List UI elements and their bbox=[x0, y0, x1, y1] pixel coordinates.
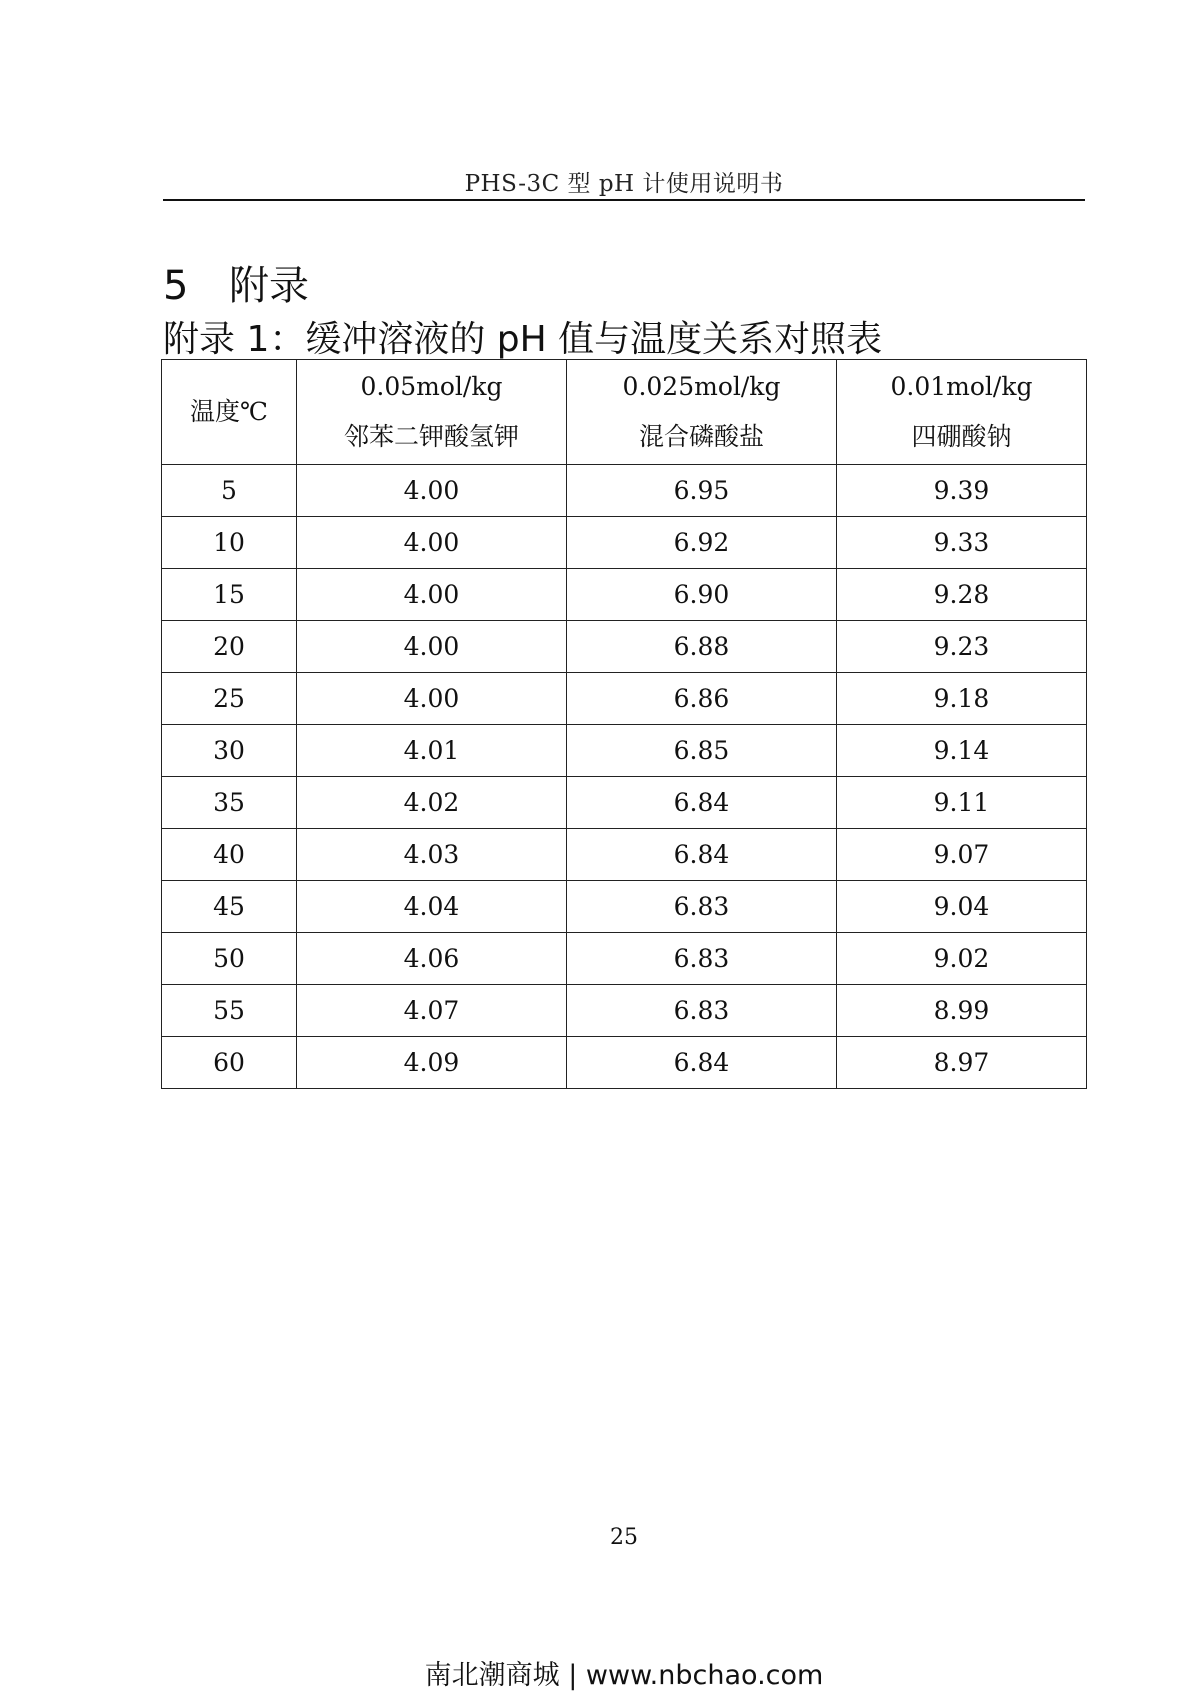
cell-temperature: 15 bbox=[162, 569, 297, 621]
table-row bbox=[162, 725, 1087, 777]
cell-temperature: 30 bbox=[162, 725, 297, 777]
cell-temperature: 35 bbox=[162, 777, 297, 829]
table-row bbox=[162, 777, 1087, 829]
page-number: 25 bbox=[610, 1525, 638, 1550]
cell-phthalate-ph: 4.09 bbox=[297, 1037, 567, 1089]
cell-borax-ph: 9.33 bbox=[837, 517, 1087, 569]
cell-temperature: 50 bbox=[162, 933, 297, 985]
cell-phosphate-ph: 6.84 bbox=[567, 1037, 837, 1089]
cell-borax-ph: 9.14 bbox=[837, 725, 1087, 777]
cell-borax-ph: 9.39 bbox=[837, 465, 1087, 517]
cell-borax-ph: 9.18 bbox=[837, 673, 1087, 725]
section-number: 5 bbox=[163, 263, 189, 309]
column-header-line1: 0.025mol/kg bbox=[622, 372, 781, 401]
column-header-line1: 0.05mol/kg bbox=[360, 372, 503, 401]
cell-borax-ph: 9.11 bbox=[837, 777, 1087, 829]
table-row bbox=[162, 881, 1087, 933]
cell-phthalate-ph: 4.06 bbox=[297, 933, 567, 985]
cell-phosphate-ph: 6.86 bbox=[567, 673, 837, 725]
cell-temperature: 40 bbox=[162, 829, 297, 881]
table-row bbox=[162, 673, 1087, 725]
column-header-line1: 0.01mol/kg bbox=[890, 372, 1033, 401]
cell-phthalate-ph: 4.07 bbox=[297, 985, 567, 1037]
header-rule bbox=[163, 199, 1085, 201]
cell-borax-ph: 8.97 bbox=[837, 1037, 1087, 1089]
cell-borax-ph: 9.23 bbox=[837, 621, 1087, 673]
cell-phthalate-ph: 4.04 bbox=[297, 881, 567, 933]
cell-phthalate-ph: 4.00 bbox=[297, 569, 567, 621]
cell-borax-ph: 9.02 bbox=[837, 933, 1087, 985]
cell-phosphate-ph: 6.83 bbox=[567, 985, 837, 1037]
cell-borax-ph: 9.07 bbox=[837, 829, 1087, 881]
table-row bbox=[162, 517, 1087, 569]
buffer-ph-table bbox=[161, 359, 1087, 1089]
cell-phosphate-ph: 6.84 bbox=[567, 777, 837, 829]
cell-phosphate-ph: 6.95 bbox=[567, 465, 837, 517]
cell-phosphate-ph: 6.90 bbox=[567, 569, 837, 621]
table-row bbox=[162, 829, 1087, 881]
column-header-phosphate bbox=[567, 360, 837, 465]
cell-temperature: 45 bbox=[162, 881, 297, 933]
table-row bbox=[162, 465, 1087, 517]
cell-phthalate-ph: 4.00 bbox=[297, 621, 567, 673]
cell-phthalate-ph: 4.00 bbox=[297, 673, 567, 725]
table-row bbox=[162, 985, 1087, 1037]
column-header-borax bbox=[837, 360, 1087, 465]
cell-phosphate-ph: 6.84 bbox=[567, 829, 837, 881]
column-header-temperature bbox=[162, 360, 297, 465]
cell-phosphate-ph: 6.88 bbox=[567, 621, 837, 673]
cell-phthalate-ph: 4.03 bbox=[297, 829, 567, 881]
column-header-line1: 温度℃ bbox=[190, 397, 268, 426]
cell-phosphate-ph: 6.83 bbox=[567, 881, 837, 933]
column-header-line2: 四硼酸钠 bbox=[911, 422, 1012, 451]
cell-temperature: 5 bbox=[162, 465, 297, 517]
cell-phthalate-ph: 4.02 bbox=[297, 777, 567, 829]
cell-temperature: 25 bbox=[162, 673, 297, 725]
section-title: 附录 bbox=[229, 263, 309, 309]
running-header: PHS-3C 型 pH 计使用说明书 bbox=[464, 171, 784, 197]
cell-temperature: 60 bbox=[162, 1037, 297, 1089]
cell-phthalate-ph: 4.01 bbox=[297, 725, 567, 777]
cell-phosphate-ph: 6.92 bbox=[567, 517, 837, 569]
cell-temperature: 10 bbox=[162, 517, 297, 569]
table-row bbox=[162, 933, 1087, 985]
table-row bbox=[162, 569, 1087, 621]
cell-borax-ph: 8.99 bbox=[837, 985, 1087, 1037]
column-header-line2: 邻苯二钾酸氢钾 bbox=[343, 422, 519, 451]
watermark: 南北潮商城 | www.nbchao.com bbox=[424, 1660, 824, 1691]
table-row bbox=[162, 621, 1087, 673]
table-header bbox=[162, 360, 1087, 465]
table-body bbox=[162, 465, 1087, 1089]
cell-temperature: 20 bbox=[162, 621, 297, 673]
cell-phthalate-ph: 4.00 bbox=[297, 465, 567, 517]
section-heading bbox=[163, 254, 309, 311]
cell-phosphate-ph: 6.85 bbox=[567, 725, 837, 777]
column-header-phthalate bbox=[297, 360, 567, 465]
column-header-line2: 混合磷酸盐 bbox=[638, 422, 764, 451]
cell-borax-ph: 9.04 bbox=[837, 881, 1087, 933]
table-row bbox=[162, 1037, 1087, 1089]
cell-borax-ph: 9.28 bbox=[837, 569, 1087, 621]
table-title: 附录 1：缓冲溶液的 pH 值与温度关系对照表 bbox=[163, 319, 883, 360]
cell-temperature: 55 bbox=[162, 985, 297, 1037]
cell-phosphate-ph: 6.83 bbox=[567, 933, 837, 985]
table-header-row bbox=[162, 360, 1087, 465]
cell-phthalate-ph: 4.00 bbox=[297, 517, 567, 569]
